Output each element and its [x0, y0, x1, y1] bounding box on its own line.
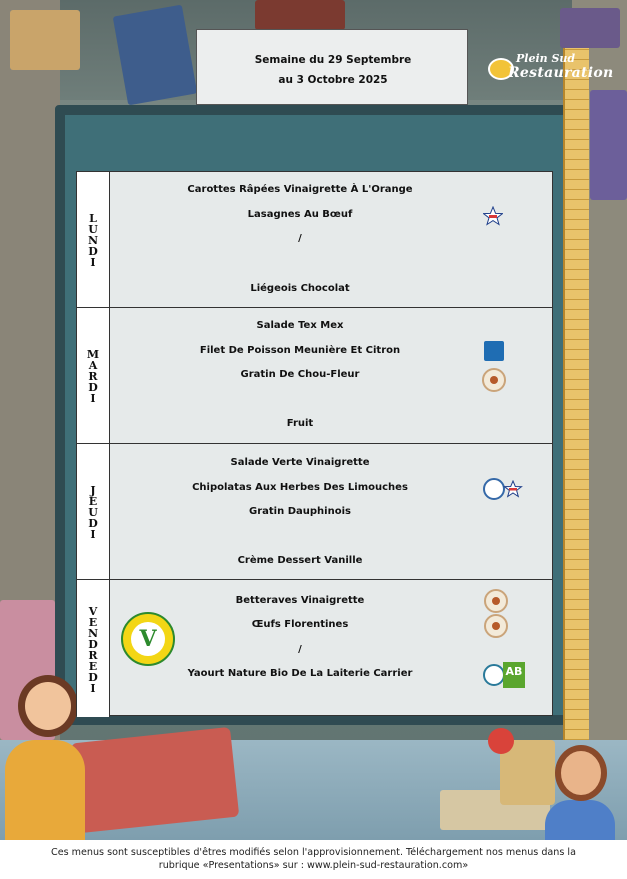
- day-label-cell: [77, 580, 110, 717]
- footer-line1: Ces menus sont susceptibles d'êtres modifiés selon l'approvisionnement. Téléchargement nos menus dans la: [51, 847, 576, 858]
- dish-starter: Salade Verte Vinaigrette: [230, 457, 370, 468]
- day-row-vendredi: [77, 580, 552, 717]
- bag-illustration: [10, 10, 80, 70]
- dish-side: Gratin Dauphinois: [249, 506, 351, 517]
- week-header-card: [196, 29, 468, 105]
- boy-head-illustration: [555, 745, 607, 801]
- day-name: LUNDI: [86, 212, 100, 267]
- dish-main: Filet De Poisson Meunière Et Citron: [199, 345, 401, 356]
- plein-sud-logo: [482, 48, 614, 90]
- hve-label-icon: [483, 478, 523, 500]
- day-name: VENDREDI: [86, 604, 100, 693]
- book-illustration: [590, 90, 627, 200]
- logo-text-bottom: Restauration: [508, 65, 614, 81]
- book-illustration: [255, 0, 345, 30]
- dish-starter: Betteraves Vinaigrette: [235, 595, 365, 606]
- day-label-cell: [77, 308, 110, 443]
- ab-organic-label-icon: [483, 662, 525, 688]
- dish-starter: Salade Tex Mex: [256, 320, 344, 331]
- day-row-jeudi: [77, 444, 552, 580]
- origin-france-star-icon: [483, 206, 503, 226]
- day-row-lundi: [77, 172, 552, 308]
- week-title-line1: Semaine du 29 Septembre: [254, 54, 412, 66]
- dish-main: Chipolatas Aux Herbes Des Limouches: [192, 482, 408, 493]
- footer-line2: rubrique «Presentations» sur : www.plein-sud-restauration.com»: [158, 860, 469, 871]
- msc-label-icon: [484, 341, 504, 361]
- dish-side: /: [298, 233, 302, 244]
- weekly-menu-table: [76, 171, 553, 716]
- day-name: MARDI: [86, 348, 100, 403]
- book-illustration: [560, 8, 620, 48]
- ruler-illustration: [563, 40, 589, 760]
- girl-head-illustration: [18, 675, 78, 737]
- dish-main: Œufs Florentines: [251, 619, 349, 630]
- dish-dessert: Liégeois Chocolat: [250, 283, 350, 294]
- local-producer-seal-icon: [484, 589, 508, 613]
- dish-dessert: Crème Dessert Vanille: [237, 555, 363, 566]
- dish-dessert: Yaourt Nature Bio De La Laiterie Carrier: [187, 668, 413, 679]
- girl-body-illustration: [5, 740, 85, 840]
- day-row-mardi: [77, 308, 552, 444]
- dish-side: /: [298, 644, 302, 655]
- day-label-cell: [77, 444, 110, 579]
- apple-illustration: [488, 728, 514, 754]
- dish-dessert: Fruit: [286, 418, 314, 429]
- boy-body-illustration: [545, 800, 615, 840]
- local-producer-seal-icon: [484, 614, 508, 638]
- dish-main: Lasagnes Au Bœuf: [247, 209, 353, 220]
- day-name: JEUDI: [86, 484, 100, 539]
- day-label-cell: [77, 172, 110, 307]
- dish-side: Gratin De Chou-Fleur: [240, 369, 360, 380]
- logo-text-top: Plein Sud: [516, 52, 576, 65]
- footer-note: [0, 846, 627, 872]
- week-title-line2: au 3 Octobre 2025: [278, 74, 388, 86]
- v-label-letter: V: [131, 622, 165, 656]
- dish-starter: Carottes Râpées Vinaigrette À L'Orange: [187, 184, 413, 195]
- local-producer-seal-icon: [482, 368, 506, 392]
- ab-label-text: AB: [503, 662, 525, 688]
- desk-illustration: [71, 727, 240, 833]
